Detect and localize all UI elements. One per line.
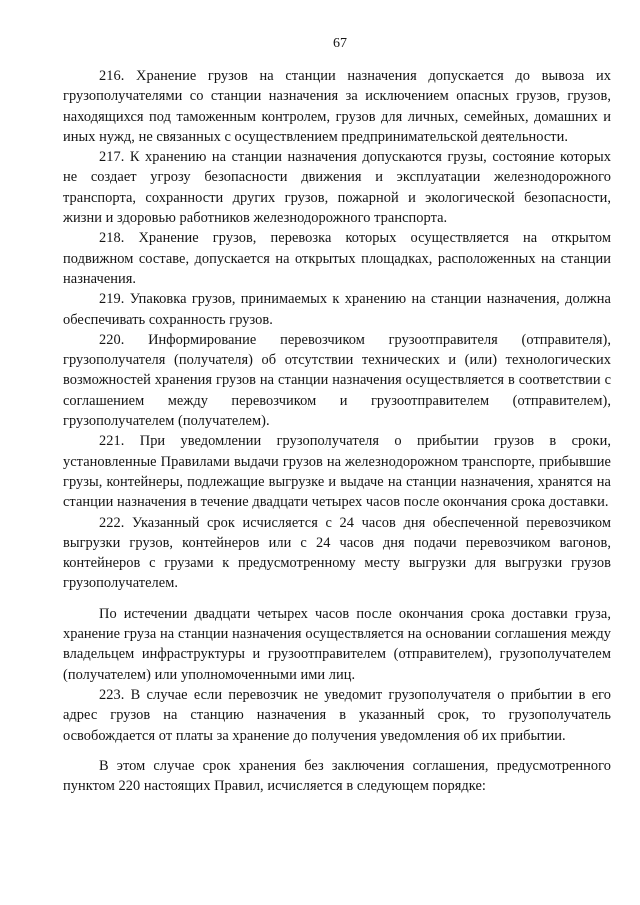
paragraph-216: 216. Хранение грузов на станции назначения допускается до вывоза их грузополучателями со станции назначения за исключением опасных грузов, грузов, находящихся под таможенным контролем, грузов для личных, семейных, домашних и иных нужд, не связанных с осуществлением предпринимательской деятельности. <box>63 68 611 145</box>
paragraph-221: 221. При уведомлении грузополучателя о прибытии грузов в сроки, установленные Правилами выдачи грузов на железнодорожном транспорте, прибывшие грузы, контейнеры, подлежащие выгрузке и выдаче на станции назначения, хранятся на станции назначения в течение двадцати четырех часов после окончания срока доставки. <box>63 433 611 511</box>
page-number: 67 <box>333 36 347 51</box>
paragraph-220: 220. Информирование перевозчиком грузоотправителя (отправителя), грузополучателя (получателя) об отсутствии технических и (или) технологических возможностей хранения грузов на станции назначения осуществляется в соответствии с соглашением между перевозчиком и грузоотправителем (отправителем), грузополучателем (получателем). <box>63 331 611 430</box>
paragraph-222-continuation: По истечении двадцати четырех часов после окончания срока доставки груза, хранение груза на станции назначения осуществляется на основании соглашения между владельцем инфраструктуры и грузоотправителем (отправителем), грузополучателем (получателем) или уполномоченными ими лиц. <box>63 605 611 683</box>
paragraph-223-continuation: В этом случае срок хранения без заключения соглашения, предусмотренного пунктом 220 настоящих Правил, исчисляется в следующем порядке: <box>63 757 611 795</box>
paragraph-223: 223. В случае если перевозчик не уведомит грузополучателя о прибытии в его адрес грузов на станцию назначения в указанный срок, то грузополучатель освобождается от платы за хранение до получения уведомления об их прибытии. <box>63 686 611 744</box>
paragraph-222: 222. Указанный срок исчисляется с 24 часов дня обеспеченной перевозчиком выгрузки грузов, контейнеров или с 24 часов дня подачи перевозчиком вагонов, контейнеров с грузами к предусмотренному месту выгрузки для выгрузки грузов грузополучателем. <box>63 514 611 592</box>
paragraph-218: 218. Хранение грузов, перевозка которых осуществляется на открытом подвижном составе, допускается на открытых площадках, расположенных на станции назначения. <box>63 230 611 287</box>
paragraph-217: 217. К хранению на станции назначения допускаются грузы, состояние которых не создает угрозу безопасности движения и эксплуатации железнодорожного транспорта, сохранности других грузов, пожарной и экологической безопасности, жизни и здоровью работников железнодорожного транспорта. <box>63 149 611 227</box>
paragraph-219: 219. Упаковка грузов, принимаемых к хранению на станции назначения, должна обеспечивать сохранность грузов. <box>63 291 611 328</box>
